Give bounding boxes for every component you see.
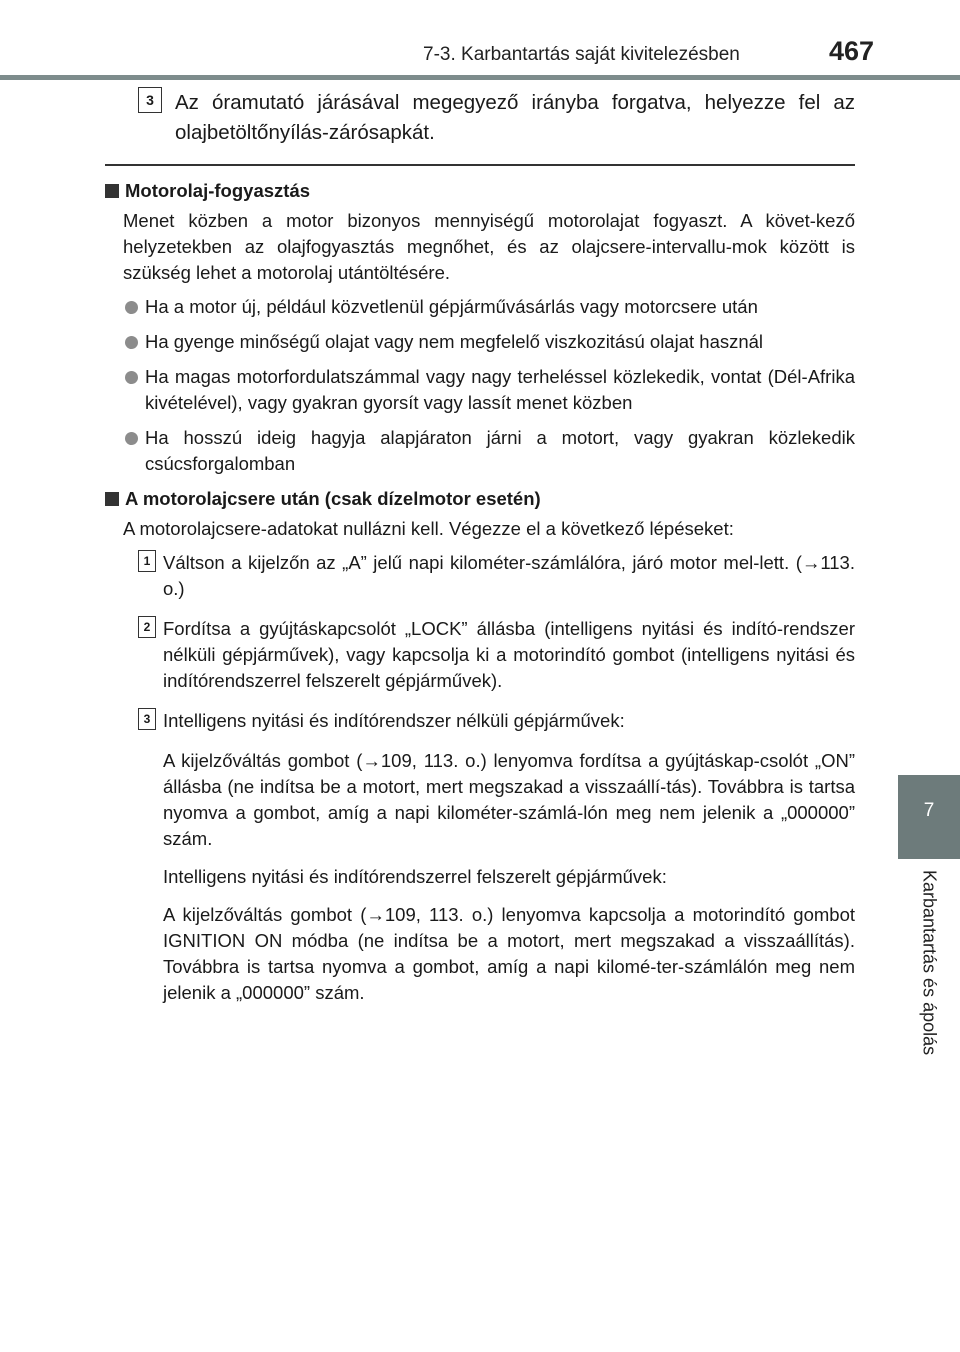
step-number-box: 3 <box>138 708 156 730</box>
list-item <box>105 364 855 416</box>
oil-consumption-paragraph: Menet közben a motor bizonyos mennyiségű motorolajat fogyaszt. A követ-kező helyzetekben az olajfogyasztás megnőhet, és az olajcsere-intervallu-mok között is szükség lehet a motorolaj utántöltésére. <box>123 210 855 283</box>
circle-bullet-icon <box>125 336 138 349</box>
square-bullet-icon <box>105 184 119 198</box>
intro-step-text: Az óramutató járásával megegyező irányba forgatva, helyezze fel az olajbetöltőnyílás-zárósapkát. <box>175 91 855 144</box>
reset-step <box>105 550 855 602</box>
list-item-text: Ha gyenge minőségű olajat vagy nem megfelelő viszkozitású olajat használ <box>145 331 764 352</box>
chapter-label: Karbantartás és ápolás <box>919 870 940 1056</box>
list-item-text: Ha hosszú ideig hagyja alapjáraton járni a motort, vagy gyakran közlekedik csúcsforgalomban <box>145 427 855 474</box>
page-header <box>0 0 960 80</box>
circle-bullet-icon <box>125 301 138 314</box>
oil-consumption-list <box>105 294 855 477</box>
intro-step <box>105 88 855 148</box>
section-title: 7-3. Karbantartás saját kivitelezésben <box>423 44 740 65</box>
reset-step <box>105 708 855 734</box>
after-oil-change-paragraph: A motorolajcsere-adatokat nullázni kell. Végezze el a következő lépéseket: <box>123 518 734 539</box>
list-item <box>105 425 855 477</box>
list-item-text: Ha magas motorfordulatszámmal vagy nagy terheléssel közlekedik, vontat (Dél-Afrika kivételével), vagy gyakran gyorsít vagy lassít menet közben <box>145 366 855 413</box>
step-text: Intelligens nyitási és indítórendszer nélküli gépjárművek: <box>163 710 625 731</box>
circle-bullet-icon <box>125 371 138 384</box>
oil-consumption-heading <box>105 178 855 204</box>
after-oil-change-heading <box>105 486 855 512</box>
step-number-box: 1 <box>138 550 156 572</box>
chapter-number: 7 <box>923 800 935 821</box>
section-divider <box>105 164 855 166</box>
header-rule <box>0 75 960 80</box>
step-detail: Intelligens nyitási és indítórendszerrel felszerelt gépjárművek: <box>163 866 667 887</box>
step-text: Váltson a kijelzőn az „A” jelű napi kilométer-számlálóra, járó motor mel-lett. (→113. o.) <box>163 552 855 599</box>
step-number-box: 2 <box>138 616 156 638</box>
step-number-box: 3 <box>138 87 162 113</box>
after-oil-change-title: A motorolajcsere után (csak dízelmotor esetén) <box>125 488 541 509</box>
circle-bullet-icon <box>125 432 138 445</box>
square-bullet-icon <box>105 492 119 506</box>
page-content <box>105 88 855 1018</box>
list-item <box>105 294 855 320</box>
list-item-text: Ha a motor új, például közvetlenül gépjárművásárlás vagy motorcsere után <box>145 296 758 317</box>
oil-consumption-title: Motorolaj-fogyasztás <box>125 180 311 201</box>
chapter-label-container <box>898 858 960 1088</box>
list-item <box>105 329 855 355</box>
step-detail: A kijelzőváltás gombot (→109, 113. o.) lenyomva kapcsolja a motorindító gombot IGNITION ON módba (ne indítsa be a motort, mert megszakad a visszaállítás). Továbbra is tartsa nyomva a gombot, amíg a napi kilomé-ter-számlálón meg nem jelenik a „000000” szám. <box>163 904 855 1003</box>
page-number: 467 <box>829 36 875 66</box>
reset-step <box>105 616 855 694</box>
step-detail: A kijelzőváltás gombot (→109, 113. o.) lenyomva fordítsa a gyújtáskap-csolót „ON” állásba (ne indítsa be a motort, mert megszakad a visszaállí-tás). Továbbra is tartsa nyomva a gombot, amíg a napi kilométer-számlá-lón meg nem jelenik a „000000” szám. <box>163 750 855 849</box>
step-text: Fordítsa a gyújtáskapcsolót „LOCK” állásba (intelligens nyitási és indító-rendszer nélküli gépjárművek), vagy kapcsolja ki a motorindító gombot (intelligens nyitási és indítórendszerrel felszerelt gépjárművek). <box>163 618 855 691</box>
